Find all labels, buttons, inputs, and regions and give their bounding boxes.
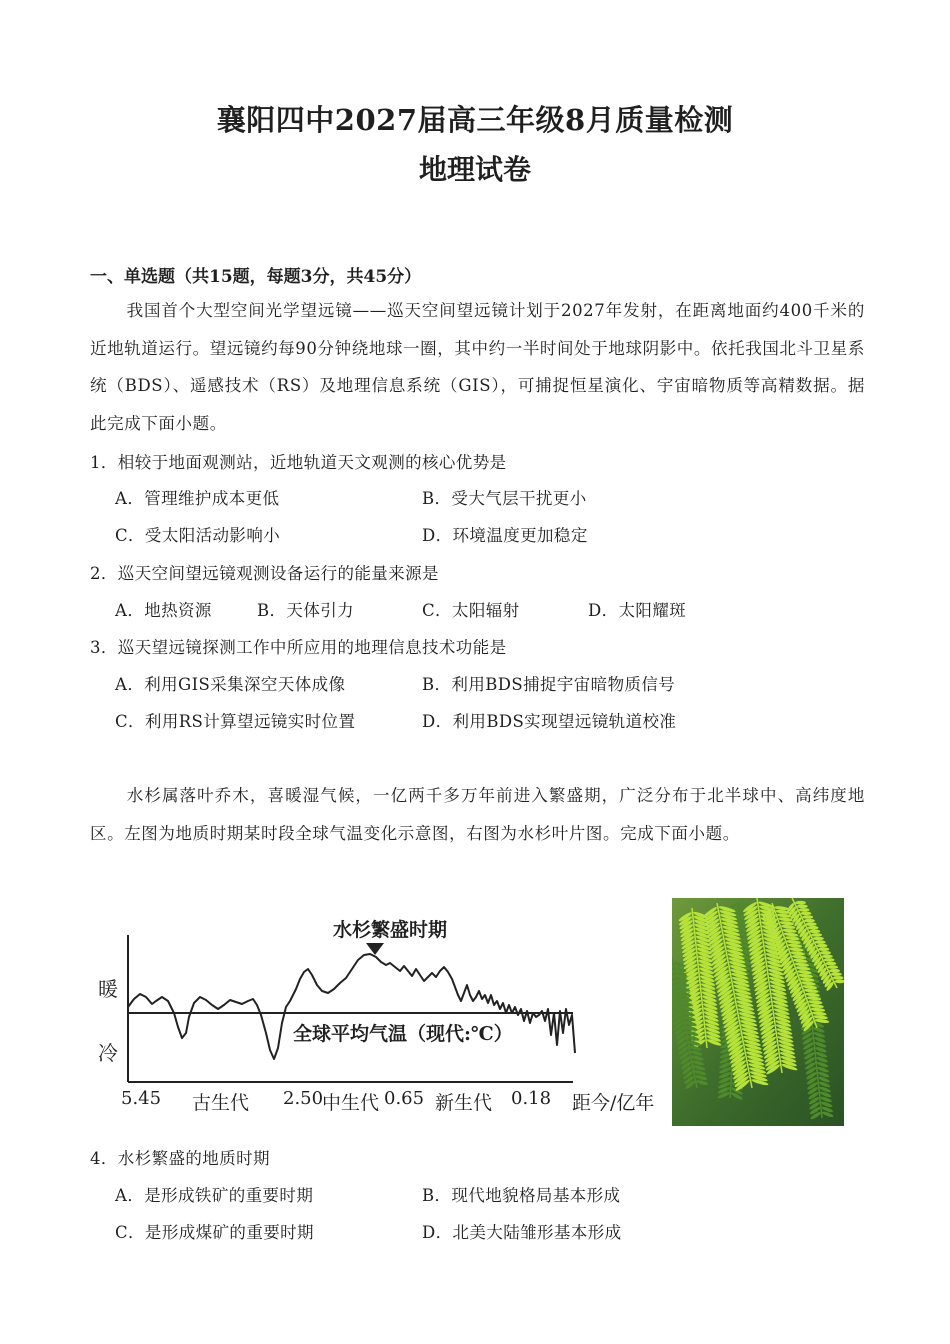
chart-era-cenozoic: 新生代 [435,1092,493,1114]
passage-2 [90,777,865,852]
chart-era-paleozoic: 古生代 [192,1092,250,1114]
q4-option-b: B．现代地貌格局基本形成 [422,1186,621,1205]
chart-label-cold: 冷 [98,1041,118,1065]
leaflet [813,937,824,941]
passage-1-text: 我国首个大型空间光学望远镜——巡天空间望远镜计划于2027年发射，在距离地面约400千米的近地轨道运行。望远镜约每90分钟绕地球一圈，其中约一半时间处于地球阴影中。依托我国北斗卫星系统（BDS）、遥感技术（RS）及地理信息系统（GIS），可捕捉恒星演化、宇宙暗物质等高精数据。据此完成下面小题。 [90,301,865,433]
leaflet [802,915,813,919]
q1-option-b: B．受大气层干扰更小 [422,489,587,508]
q2-option-a: A．地热资源 [115,601,212,620]
question-3-stem: 3．巡天望远镜探测工作中所应用的地理信息技术功能是 [90,638,507,657]
temperature-chart [90,905,670,1125]
q3-option-b: B．利用BDS捕捉宇宙暗物质信号 [422,675,676,694]
leaflet [799,908,810,912]
leaflet [831,972,842,976]
metasequoia-leaf-image [672,898,844,1126]
chart-x-unit: 距今/亿年 [572,1092,655,1114]
leaflet [797,905,808,909]
leaflet [817,944,828,948]
q2-option-c: C．太阳辐射 [422,601,520,620]
question-4-stem: 4．水杉繁盛的地质时期 [90,1149,270,1168]
leaflet [822,955,833,959]
chart-tick-545: 5.45 [121,1088,162,1109]
question-1-stem: 1．相较于地面观测站，近地轨道天文观测的核心优势是 [90,453,507,472]
question-2-stem: 2．巡天空间望远镜观测设备运行的能量来源是 [90,564,439,583]
leaflet [808,926,819,930]
leaflet [827,965,838,969]
leaflet [824,958,835,962]
leaflet [795,901,806,905]
chart-tick-018: 0.18 [511,1088,552,1109]
passage-2-text: 水杉属落叶乔木，喜暖湿气候，一亿两千多万年前进入繁盛期，广泛分布于北半球中、高纬度地区。左图为地质时期某时段全球气温变化示意图，右图为水杉叶片图。完成下面小题。 [90,786,865,843]
exam-subtitle: 地理试卷 [418,153,531,186]
leaflet [804,919,815,923]
q4-option-c: C．是形成煤矿的重要时期 [115,1223,314,1242]
leaflet [829,969,840,973]
chart-era-mesozoic: 中生代 [322,1092,380,1114]
leaflet [815,940,826,944]
leaflet [811,933,822,937]
leaflet [825,962,836,966]
chart-baseline-label: 全球平均气温（现代:℃） [293,1023,513,1045]
chart-annotation: 水杉繁盛时期 [333,919,448,941]
leaf-illustration [672,898,844,1126]
q2-option-d: D．太阳耀斑 [588,601,687,620]
leaflet [820,951,831,955]
q1-option-a: A．管理维护成本更低 [115,489,280,508]
q1-option-d: D．环境温度更加稳定 [422,526,588,545]
q4-option-d: D．北美大陆雏形基本形成 [422,1223,622,1242]
passage-1 [90,292,865,442]
q3-option-c: C．利用RS计算望远镜实时位置 [115,712,356,731]
q3-option-a: A．利用GIS采集深空天体成像 [115,675,346,694]
q4-option-a: A．是形成铁矿的重要时期 [115,1186,314,1205]
q3-option-d: D．利用BDS实现望远镜轨道校准 [422,712,677,731]
exam-title: 襄阳四中2027届高三年级8月质量检测 [216,103,734,137]
chart-tick-250: 2.50 [283,1088,324,1109]
leaflet [818,947,829,951]
leaflet [809,930,820,934]
chart-tick-065: 0.65 [384,1088,425,1109]
q1-option-c: C．受太阳活动影响小 [115,526,281,545]
leaflet [806,922,817,926]
section-heading: 一、单选题（共15题，每题3分，共45分） [90,267,422,287]
chart-label-warm: 暖 [98,977,118,1001]
q2-option-b: B．天体引力 [257,601,355,620]
leaflet [833,976,844,980]
prosperity-marker-icon [366,943,384,955]
leaflet [800,912,811,916]
